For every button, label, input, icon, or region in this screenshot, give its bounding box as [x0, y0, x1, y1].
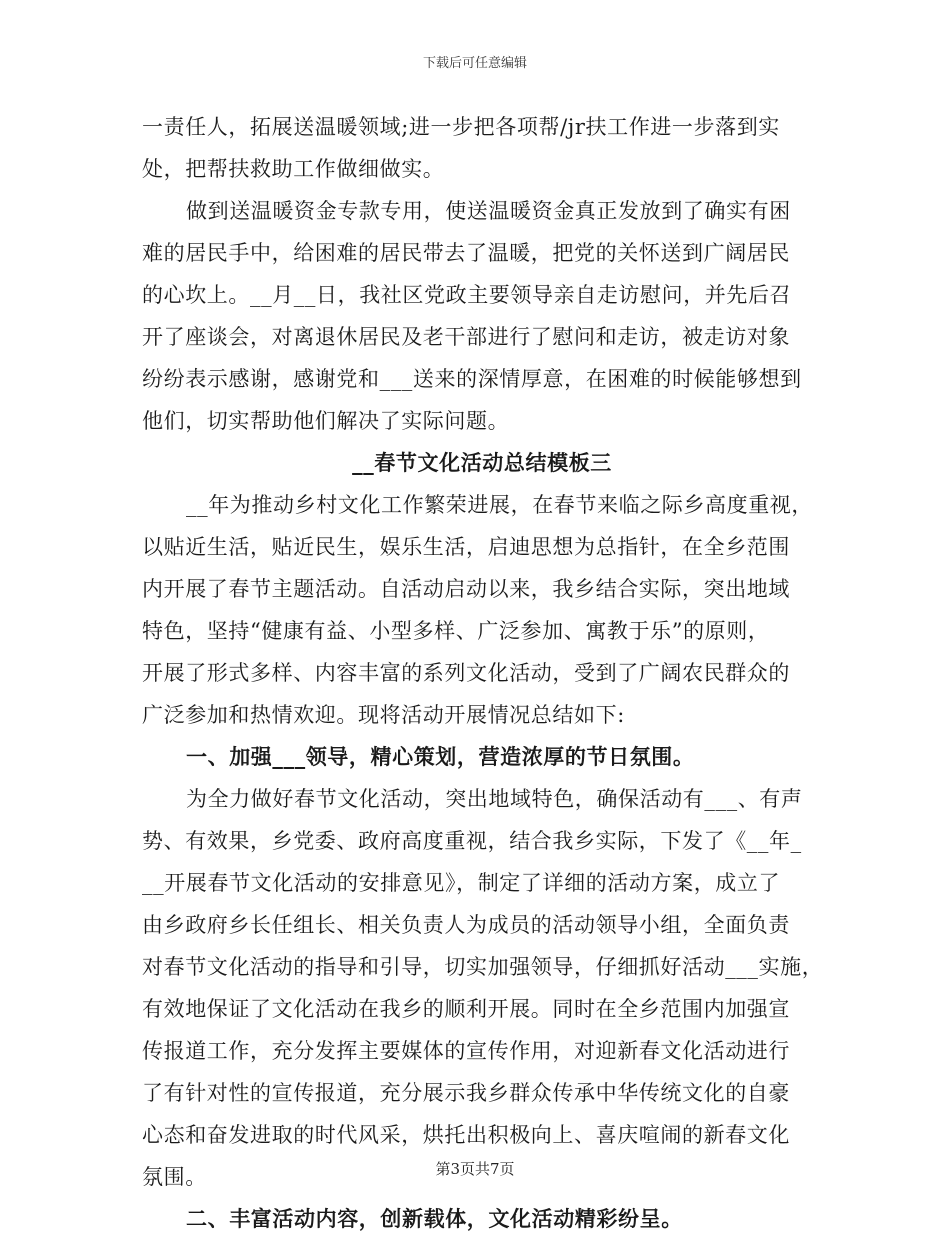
body-line: 处，把帮扶救助工作做细做实。 [142, 157, 445, 181]
body-line: 开了座谈会，对离退休居民及老干部进行了慰问和走访，被走访对象 [142, 325, 790, 349]
body-line: 一责任人，拓展送温暖领域;进一步把各项帮/jr扶工作进一步落到实 [142, 115, 780, 139]
body-line: 势、有效果，乡党委、政府高度重视，结合我乡实际，下发了《__年_ [142, 829, 802, 853]
section-title: __春节文化活动总结模板三 [352, 450, 612, 475]
document-body [142, 106, 822, 1240]
body-line: __年为推动乡村文化工作繁荣进展，在春节来临之际乡高度重视， [186, 493, 813, 517]
body-line: 开展了形式多样、内容丰富的系列文化活动，受到了广阔农民群众的 [142, 661, 790, 685]
body-line: 传报道工作，充分发挥主要媒体的宣传作用，对迎新春文化活动进行 [142, 1039, 790, 1063]
body-line: 由乡政府乡长任组长、相关负责人为成员的活动领导小组，全面负责 [142, 913, 790, 937]
page-header-note: 下载后可任意编辑 [422, 56, 527, 71]
body-line: 做到送温暖资金专款专用，使送温暖资金真正发放到了确实有困 [186, 199, 791, 223]
body-line: 以贴近生活，贴近民生，娱乐生活，启迪思想为总指针，在全乡范围 [142, 535, 790, 559]
body-line: 难的居民手中，给困难的居民带去了温暖，把党的关怀送到广阔居民 [142, 241, 790, 265]
body-line: 纷纷表示感谢，感谢党和___送来的深情厚意，在困难的时候能够想到 [142, 367, 802, 391]
subsection-heading: 二、丰富活动内容，创新载体，文化活动精彩纷呈。 [186, 1206, 683, 1231]
body-line: 为全力做好春节文化活动，突出地域特色，确保活动有___、有声 [186, 787, 803, 811]
body-line: 对春节文化活动的指导和引导，切实加强领导，仔细抓好活动___实施， [142, 955, 824, 979]
subsection-heading: 一、加强___领导，精心策划，营造浓厚的节日氛围。 [186, 744, 695, 769]
body-line: 他们，切实帮助他们解决了实际问题。 [142, 409, 510, 433]
body-line: 内开展了春节主题活动。自活动启动以来，我乡结合实际，突出地域 [142, 577, 790, 601]
body-line: 特色，坚持“健康有益、小型多样、广泛参加、寓教于乐”的原则， [142, 619, 770, 643]
body-line: 有效地保证了文化活动在我乡的顺利开展。同时在全乡范围内加强宣 [142, 997, 790, 1021]
body-line: 心态和奋发进取的时代风采，烘托出积极向上、喜庆喧闹的新春文化 [142, 1123, 790, 1147]
body-line: __开展春节文化活动的安排意见》，制定了详细的活动方案，成立了 [142, 871, 781, 895]
body-line: 广泛参加和热情欢迎。现将活动开展情况总结如下: [142, 703, 625, 727]
body-line: 氛围。 [142, 1165, 207, 1189]
page-number: 第3页共7页 [435, 1160, 515, 1178]
body-line: 的心坎上。__月__日，我社区党政主要领导亲自走访慰问，并先后召 [142, 283, 792, 307]
body-line: 了有针对性的宣传报道，充分展示我乡群众传承中华传统文化的自豪 [142, 1081, 790, 1105]
